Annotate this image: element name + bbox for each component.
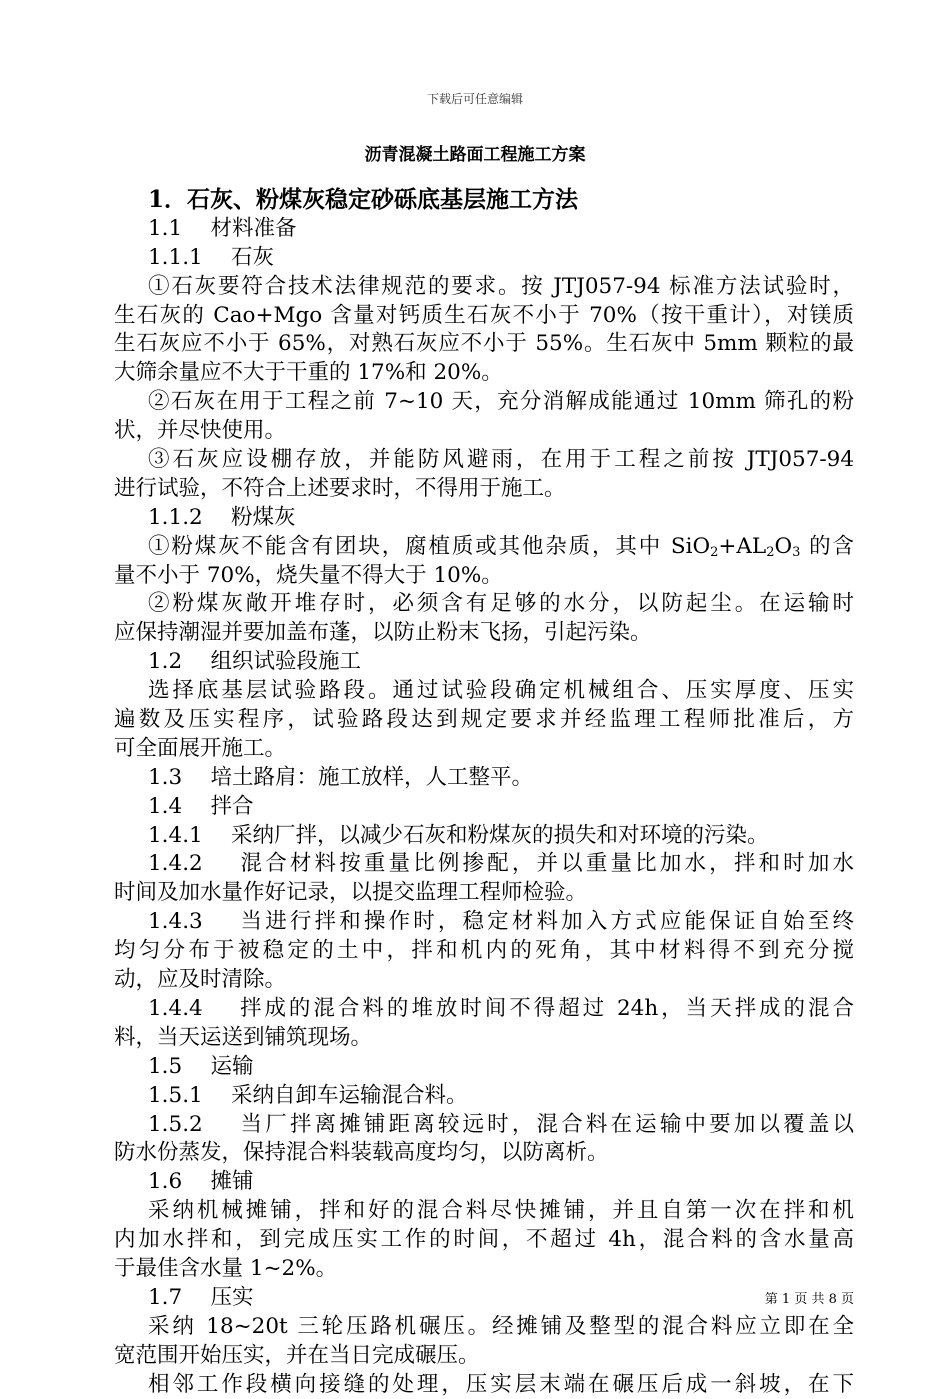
text-line: 量不小于 70%，烧失量不得大于 10%。 [114, 562, 503, 588]
page-footer: 第 1 页 共 8 页 [764, 1292, 854, 1307]
text-line: 1.5.2 当厂拌离摊铺距离较远时，混合料在运输中要加以覆盖以 [148, 1111, 854, 1137]
text-line: 应保持潮湿并要加盖布蓬，以防止粉末飞扬，引起污染。 [114, 620, 652, 646]
header-note: 下载后可任意编辑 [426, 92, 523, 106]
text-line: 防水份蒸发，保持混合料装载高度均匀，以防离析。 [114, 1140, 609, 1166]
subscript: 2 [710, 544, 719, 560]
text-line: 1.4.1 采纳厂拌，以减少石灰和粉煤灰的损失和对环境的污染。 [148, 822, 769, 848]
text-line: 1.4 拌合 [148, 793, 254, 819]
text-line: ②石灰在用于工程之前 7~10 天，充分消解成能通过 10mm 筛孔的粉 [148, 389, 854, 415]
subscript: 3 [792, 544, 801, 560]
text-line: 相邻工作段横向接缝的处理，压实层末端在碾压后成一斜坡，在下 [148, 1371, 854, 1397]
text-line: 大筛余量应不大于干重的 17%和 20%。 [114, 360, 503, 386]
text-line: 1.4.4 拌成的混合料的堆放时间不得超过 24h，当天拌成的混合 [148, 995, 854, 1021]
text-line: 动，应及时清除。 [114, 967, 287, 993]
text-segment: +AL [718, 533, 767, 559]
text-segment: ①粉煤灰不能含有团块，腐植质或其他杂质，其中 SiO [148, 533, 711, 559]
text-line: 1.7 压实 [148, 1284, 254, 1310]
text-line: ③石灰应设棚存放，并能防风避雨，在用于工程之前按 JTJ057-94 [148, 447, 854, 473]
text-line: 内加水拌和，到完成压实工作的时间，不超过 4h，混合料的含水量高 [114, 1227, 854, 1253]
text-line: 于最佳含水量 1~2%。 [114, 1255, 338, 1281]
text-segment: O [774, 533, 793, 559]
text-line: ②粉煤灰敞开堆存时，必须含有足够的水分，以防起尘。在运输时 [148, 591, 854, 617]
text-line: 采纳 18~20t 三轮压路机碾压。经摊铺及整型的混合料应立即在全 [148, 1313, 854, 1339]
text-line: 料，当天运送到铺筑现场。 [114, 1024, 373, 1050]
text-line: 时间及加水量作好记录，以提交监理工程师检验。 [114, 880, 588, 906]
text-line: ①石灰要符合技术法律规范的要求。按 JTJ057-94 标准方法试验时， [148, 273, 854, 299]
text-line: 1.1 材料准备 [148, 215, 297, 241]
text-line: 1.4.3 当进行拌和操作时，稳定材料加入方式应能保证自始至终 [148, 909, 854, 935]
text-line [114, 533, 854, 562]
text-segment: 的含 [800, 533, 854, 559]
text-line: 1.1.1 石灰 [148, 244, 275, 270]
text-line: 生石灰的 Cao+Mgo 含量对钙质生石灰不小于 70%（按干重计），对镁质 [114, 302, 854, 328]
document-body [114, 186, 854, 1399]
text-line: 1.2 组织试验段施工 [148, 649, 362, 675]
section-heading: 1．石灰、粉煤灰稳定砂砾底基层施工方法 [148, 186, 579, 213]
text-line: 均匀分布于被稳定的土中，拌和机内的死角，其中材料得不到充分搅 [114, 938, 854, 964]
text-line: 遍数及压实程序，试验路段达到规定要求并经监理工程师批准后，方 [114, 707, 854, 733]
text-line: 可全面展开施工。 [114, 735, 287, 761]
text-line: 1.4.2 混合材料按重量比例掺配，并以重量比加水，拌和时加水 [148, 851, 854, 877]
text-line: 进行试验，不符合上述要求时，不得用于施工。 [114, 475, 566, 501]
text-line: 宽范围开始压实，并在当日完成碾压。 [114, 1342, 480, 1368]
text-line: 选择底基层试验路段。通过试验段确定机械组合、压实厚度、压实 [148, 678, 854, 704]
text-line: 1.1.2 粉煤灰 [148, 504, 296, 530]
text-line: 状，并尽快使用。 [114, 418, 287, 444]
text-line: 1.5 运输 [148, 1053, 254, 1079]
text-line: 1.3 培土路肩：施工放样，人工整平。 [148, 764, 534, 790]
text-line: 1.5.1 采纳自卸车运输混合料。 [148, 1082, 468, 1108]
subscript: 2 [766, 544, 775, 560]
text-line: 采纳机械摊铺，拌和好的混合料尽快摊铺，并且自第一次在拌和机 [148, 1198, 854, 1224]
text-line: 生石灰应不小于 65%，对熟石灰应不小于 55%。生石灰中 5mm 颗粒的最 [114, 331, 854, 357]
text-line: 1.6 摊铺 [148, 1169, 254, 1195]
document-title: 沥青混凝土路面工程施工方案 [364, 145, 586, 165]
